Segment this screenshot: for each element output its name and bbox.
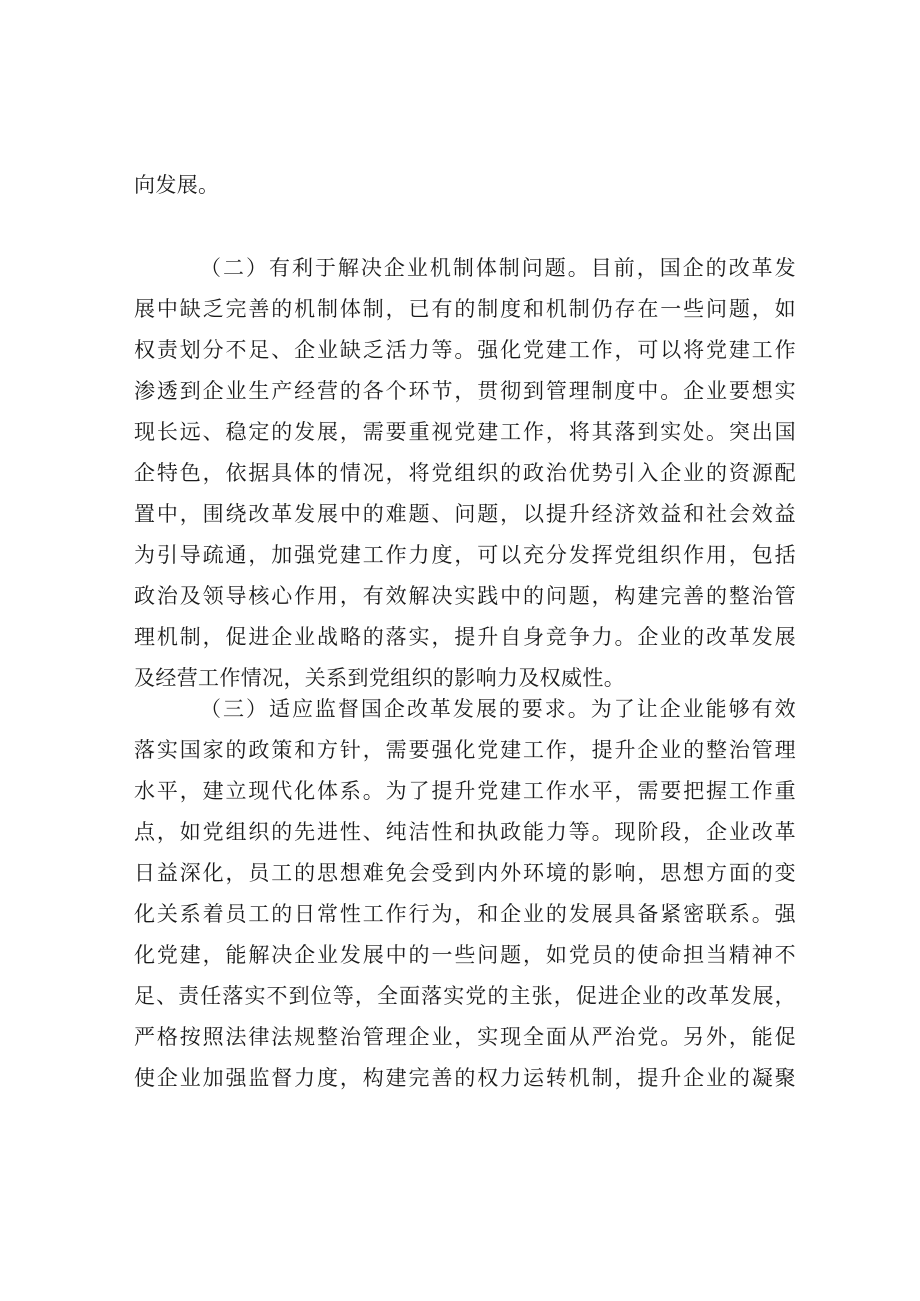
- text-line: 理机制，促进企业战略的落实，提升自身竞争力。企业的改革发展: [134, 625, 796, 649]
- text-line: 及经营工作情况，关系到党组织的影响力及权威性。: [134, 666, 626, 690]
- text-line: （二）有利于解决企业机制体制问题。目前，国企的改革发: [200, 256, 796, 280]
- text-line: （三）适应监督国企改革发展的要求。为了让企业能够有效: [200, 697, 796, 721]
- text-line: 向发展。: [134, 173, 220, 197]
- text-line: 水平，建立现代化体系。为了提升党建工作水平，需要把握工作重: [134, 779, 796, 803]
- text-line: 落实国家的政策和方针，需要强化党建工作，提升企业的整治管理: [134, 738, 796, 762]
- text-line: 现长远、稳定的发展，需要重视党建工作，将其落到实处。突出国: [134, 420, 796, 444]
- text-line: 化党建，能解决企业发展中的一些问题，如党员的使命担当精神不: [134, 943, 796, 967]
- text-line: 为引导疏通，加强党建工作力度，可以充分发挥党组织作用，包括: [134, 543, 796, 567]
- text-line: 置中，围绕改革发展中的难题、问题，以提升经济效益和社会效益: [134, 502, 796, 526]
- text-line: 权责划分不足、企业缺乏活力等。强化党建工作，可以将党建工作: [134, 338, 796, 362]
- text-line: 化关系着员工的日常性工作行为，和企业的发展具备紧密联系。强: [134, 902, 796, 926]
- paragraph-section-three: [134, 689, 796, 1099]
- text-line: 渗透到企业生产经营的各个环节，贯彻到管理制度中。企业要想实: [134, 379, 796, 403]
- text-line: 点，如党组织的先进性、纯洁性和执政能力等。现阶段，企业改革: [134, 820, 796, 844]
- text-line: 使企业加强监督力度，构建完善的权力运转机制，提升企业的凝聚: [134, 1066, 796, 1090]
- text-line: 企特色，依据具体的情况，将党组织的政治优势引入企业的资源配: [134, 461, 796, 485]
- text-line: 政治及领导核心作用，有效解决实践中的问题，构建完善的整治管: [134, 584, 796, 608]
- text-line: 严格按照法律法规整治管理企业，实现全面从严治党。另外，能促: [134, 1025, 796, 1049]
- text-line: 日益深化，员工的思想难免会受到内外环境的影响，思想方面的变: [134, 861, 796, 885]
- text-line: 展中缺乏完善的机制体制，已有的制度和机制仍存在一些问题，如: [134, 297, 796, 321]
- text-line: 足、责任落实不到位等，全面落实党的主张，促进企业的改革发展，: [134, 984, 796, 1008]
- paragraph-continuation: [134, 165, 796, 206]
- paragraph-section-two: [134, 248, 796, 699]
